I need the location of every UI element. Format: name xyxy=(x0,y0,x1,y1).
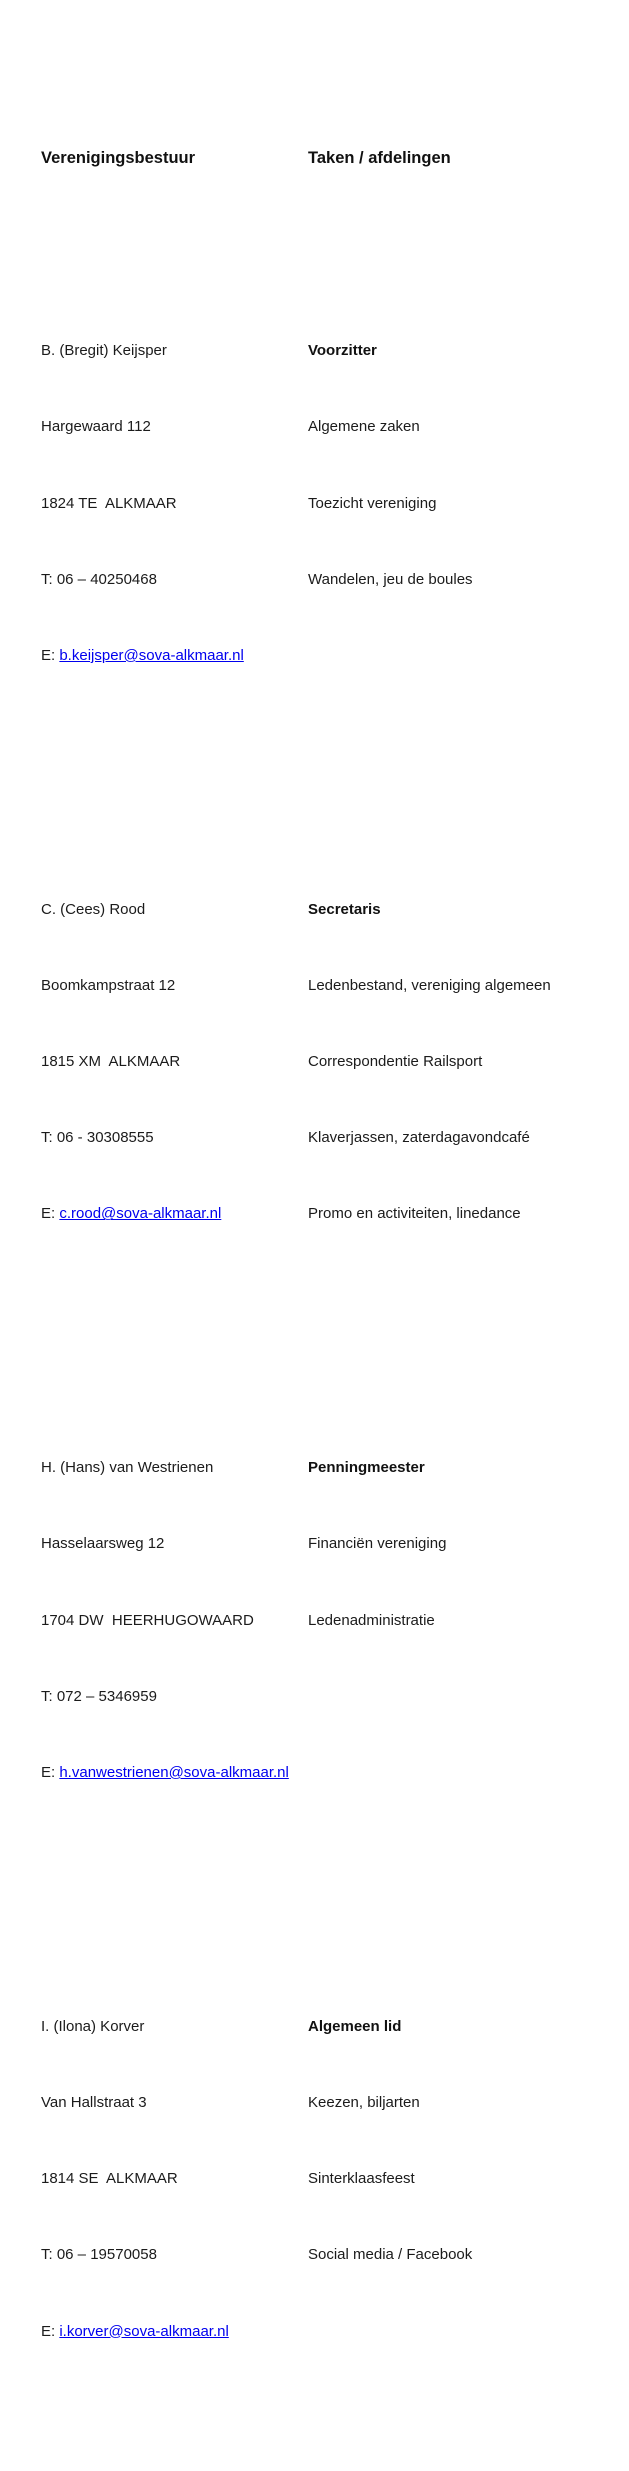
member-phone: T: 06 – 19570058 xyxy=(41,2246,157,2264)
email-label: E: xyxy=(41,646,60,664)
member-task: Social media / Facebook xyxy=(308,2246,473,2264)
member-block-van-westrienen xyxy=(41,1404,609,1836)
email-label: E: xyxy=(41,1205,60,1223)
member-address: Hasselaarsweg 12 xyxy=(41,1535,165,1553)
member-phone: T: 06 – 40250468 xyxy=(41,570,157,588)
right-column-header: Taken / afdelingen xyxy=(308,149,451,168)
member-role: Algemeen lid xyxy=(308,2017,402,2035)
member-email-line xyxy=(41,1760,308,1785)
header-row xyxy=(41,146,609,171)
member-task: Ledenadministratie xyxy=(308,1611,435,1629)
member-task: Algemene zaken xyxy=(308,418,420,436)
member-task: Financiën vereniging xyxy=(308,1535,447,1553)
member-email-line xyxy=(41,643,308,668)
member-address: Van Hallstraat 3 xyxy=(41,2093,147,2111)
member-phone: T: 06 - 30308555 xyxy=(41,1129,154,1147)
email-link[interactable]: i.korver@sova-alkmaar.nl xyxy=(59,2322,229,2340)
member-tasks-column xyxy=(308,287,609,643)
left-column-header: Verenigingsbestuur xyxy=(41,149,196,168)
member-task: Sinterklaasfeest xyxy=(308,2170,415,2188)
member-postal-city: 1824 TE ALKMAAR xyxy=(41,494,177,512)
member-postal-city: 1704 DW HEERHUGOWAARD xyxy=(41,1611,254,1629)
member-task: Ledenbestand, vereniging algemeen xyxy=(308,976,551,994)
member-name: H. (Hans) van Westrienen xyxy=(41,1459,214,1477)
email-label: E: xyxy=(41,1764,60,1781)
member-block-keijsper xyxy=(41,287,609,719)
member-task: Toezicht vereniging xyxy=(308,494,437,512)
email-link[interactable]: b.keijsper@sova-alkmaar.nl xyxy=(59,646,244,664)
member-address: Boomkampstraat 12 xyxy=(41,976,176,994)
member-address: Hargewaard 112 xyxy=(41,418,151,436)
member-name: C. (Cees) Rood xyxy=(41,900,146,918)
member-contact-column xyxy=(41,1404,308,1836)
member-task: Klaverjassen, zaterdagavondcafé xyxy=(308,1129,530,1147)
member-phone: T: 072 – 5346959 xyxy=(41,1687,157,1705)
member-role: Secretaris xyxy=(308,900,381,918)
member-tasks-column xyxy=(308,1963,609,2319)
member-tasks-column xyxy=(308,1404,609,1683)
member-email-line xyxy=(41,2319,308,2344)
member-task: Keezen, biljarten xyxy=(308,2093,420,2111)
member-tasks-column xyxy=(308,846,609,1278)
member-postal-city: 1814 SE ALKMAAR xyxy=(41,2170,178,2188)
member-postal-city: 1815 XM ALKMAAR xyxy=(41,1053,181,1071)
member-task: Promo en activiteiten, linedance xyxy=(308,1205,521,1223)
member-name: B. (Bregit) Keijsper xyxy=(41,342,167,360)
member-role: Voorzitter xyxy=(308,342,377,360)
member-name: I. (Ilona) Korver xyxy=(41,2017,145,2035)
member-task: Correspondentie Railsport xyxy=(308,1053,483,1071)
email-link[interactable]: h.vanwestrienen@sova-alkmaar.nl xyxy=(59,1764,289,1781)
email-label: E: xyxy=(41,2322,60,2340)
member-block-rood xyxy=(41,846,609,1278)
member-contact-column xyxy=(41,1963,308,2395)
member-contact-column xyxy=(41,287,308,719)
member-role: Penningmeester xyxy=(308,1459,425,1477)
member-email-line xyxy=(41,1201,308,1226)
email-link[interactable]: c.rood@sova-alkmaar.nl xyxy=(59,1205,222,1223)
member-block-korver xyxy=(41,1963,609,2395)
member-contact-column xyxy=(41,846,308,1278)
member-task: Wandelen, jeu de boules xyxy=(308,570,473,588)
